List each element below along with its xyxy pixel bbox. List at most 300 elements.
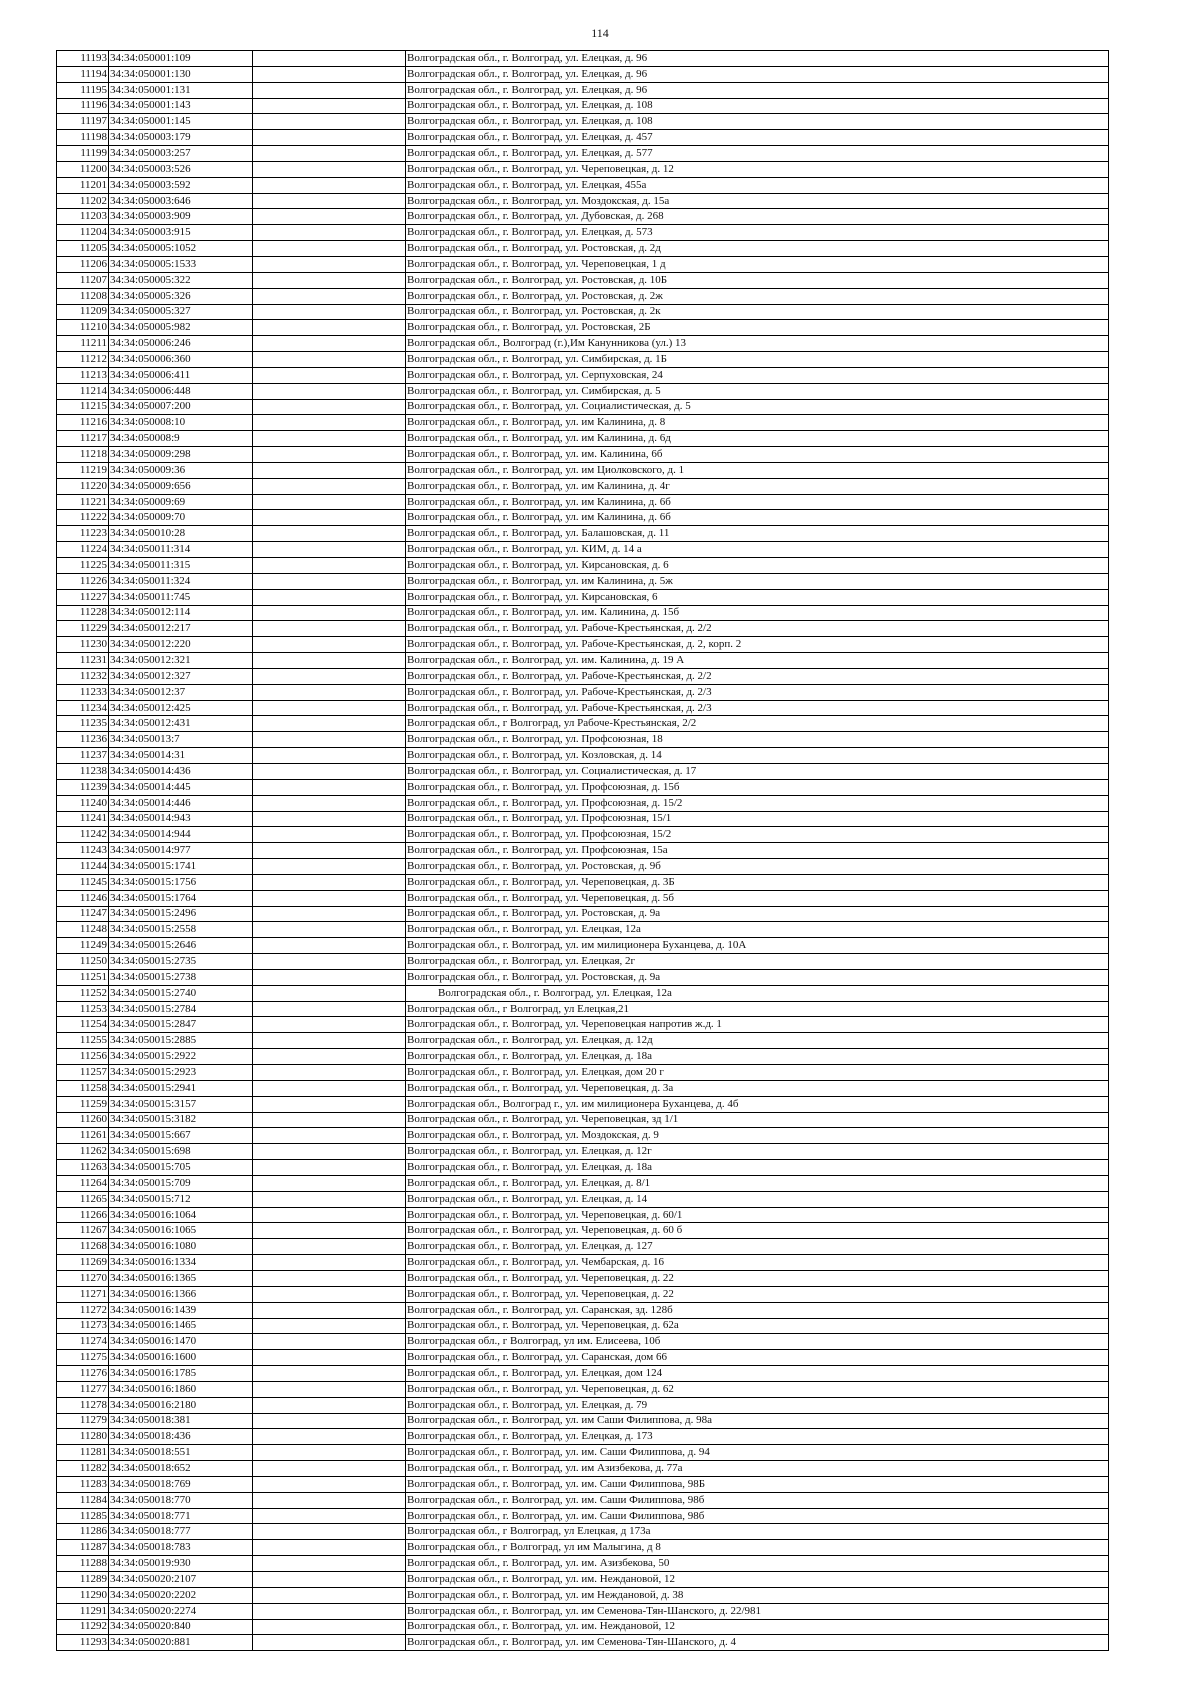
empty-cell	[253, 811, 406, 827]
row-number-cell: 11204	[57, 225, 109, 241]
cadastral-number-cell: 34:34:050020:840	[109, 1619, 253, 1635]
address-cell: Волгоградская обл., г. Волгоград, ул. Балашовская, д. 11	[406, 526, 1109, 542]
row-number-cell: 11286	[57, 1524, 109, 1540]
cadastral-number-cell: 34:34:050015:2646	[109, 938, 253, 954]
address-cell: Волгоградская обл., г. Волгоград, ул. Рабоче-Крестьянская, д. 2, корп. 2	[406, 637, 1109, 653]
address-cell: Волгоградская обл., г. Волгоград, ул. Дубовская, д. 268	[406, 209, 1109, 225]
table-row	[57, 510, 1109, 526]
empty-cell	[253, 1080, 406, 1096]
table-row	[57, 66, 1109, 82]
cadastral-number-cell: 34:34:050015:3182	[109, 1112, 253, 1128]
row-number-cell: 11198	[57, 130, 109, 146]
address-cell: Волгоградская обл., г. Волгоград, ул. Ростовская, д. 2к	[406, 304, 1109, 320]
row-number-cell: 11205	[57, 241, 109, 257]
row-number-cell: 11253	[57, 1001, 109, 1017]
empty-cell	[253, 779, 406, 795]
empty-cell	[253, 447, 406, 463]
empty-cell	[253, 209, 406, 225]
row-number-cell: 11235	[57, 716, 109, 732]
table-row	[57, 668, 1109, 684]
cadastral-number-cell: 34:34:050020:2274	[109, 1603, 253, 1619]
cadastral-number-cell: 34:34:050012:327	[109, 668, 253, 684]
row-number-cell: 11265	[57, 1191, 109, 1207]
address-cell: Волгоградская обл., г. Волгоград, ул. им. Калинина, 6б	[406, 447, 1109, 463]
empty-cell	[253, 1619, 406, 1635]
cadastral-number-cell: 34:34:050013:7	[109, 732, 253, 748]
empty-cell	[253, 51, 406, 67]
table-row	[57, 462, 1109, 478]
cadastral-number-cell: 34:34:050018:551	[109, 1445, 253, 1461]
row-number-cell: 11269	[57, 1255, 109, 1271]
table-row	[57, 272, 1109, 288]
empty-cell	[253, 1461, 406, 1477]
empty-cell	[253, 890, 406, 906]
cadastral-number-cell: 34:34:050009:69	[109, 494, 253, 510]
row-number-cell: 11256	[57, 1049, 109, 1065]
cadastral-number-cell: 34:34:050012:425	[109, 700, 253, 716]
table-row	[57, 1350, 1109, 1366]
empty-cell	[253, 510, 406, 526]
table-row	[57, 1001, 1109, 1017]
table-row	[57, 1017, 1109, 1033]
cadastral-number-cell: 34:34:050016:1365	[109, 1270, 253, 1286]
table-row	[57, 114, 1109, 130]
table-row	[57, 1302, 1109, 1318]
empty-cell	[253, 1001, 406, 1017]
table-row	[57, 146, 1109, 162]
cadastral-number-cell: 34:34:050001:109	[109, 51, 253, 67]
empty-cell	[253, 130, 406, 146]
row-number-cell: 11285	[57, 1508, 109, 1524]
address-cell: Волгоградская обл., г. Волгоград, ул. Рабоче-Крестьянская, д. 2/3	[406, 700, 1109, 716]
table-row	[57, 1445, 1109, 1461]
cadastral-number-cell: 34:34:050018:436	[109, 1429, 253, 1445]
cadastral-number-cell: 34:34:050003:179	[109, 130, 253, 146]
row-number-cell: 11280	[57, 1429, 109, 1445]
empty-cell	[253, 494, 406, 510]
row-number-cell: 11209	[57, 304, 109, 320]
row-number-cell: 11236	[57, 732, 109, 748]
cadastral-number-cell: 34:34:050003:915	[109, 225, 253, 241]
cadastral-number-cell: 34:34:050016:1080	[109, 1239, 253, 1255]
table-row	[57, 890, 1109, 906]
address-cell: Волгоградская обл., г. Волгоград, ул. им милиционера Буханцева, д. 10А	[406, 938, 1109, 954]
empty-cell	[253, 478, 406, 494]
cadastral-number-cell: 34:34:050015:712	[109, 1191, 253, 1207]
row-number-cell: 11258	[57, 1080, 109, 1096]
row-number-cell: 11282	[57, 1461, 109, 1477]
empty-cell	[253, 542, 406, 558]
row-number-cell: 11247	[57, 906, 109, 922]
table-row	[57, 415, 1109, 431]
table-row	[57, 573, 1109, 589]
cadastral-number-cell: 34:34:050012:321	[109, 653, 253, 669]
row-number-cell: 11219	[57, 462, 109, 478]
table-row	[57, 732, 1109, 748]
row-number-cell: 11212	[57, 352, 109, 368]
empty-cell	[253, 367, 406, 383]
empty-cell	[253, 573, 406, 589]
empty-cell	[253, 589, 406, 605]
empty-cell	[253, 1033, 406, 1049]
address-cell: Волгоградская обл., г. Волгоград, ул. им Семенова-Тян-Шанского, д. 22/981	[406, 1603, 1109, 1619]
empty-cell	[253, 352, 406, 368]
row-number-cell: 11277	[57, 1381, 109, 1397]
table-row	[57, 494, 1109, 510]
empty-cell	[253, 906, 406, 922]
cadastral-number-cell: 34:34:050015:667	[109, 1128, 253, 1144]
empty-cell	[253, 1175, 406, 1191]
table-row	[57, 1492, 1109, 1508]
empty-cell	[253, 114, 406, 130]
address-cell: Волгоградская обл., г. Волгоград, ул. им Калинина, д. 6б	[406, 494, 1109, 510]
address-cell: Волгоградская обл., г. Волгоград, ул. Ростовская, д. 2д	[406, 241, 1109, 257]
address-cell: Волгоградская обл., г. Волгоград, ул. Елецкая, д. 96	[406, 51, 1109, 67]
table-row	[57, 98, 1109, 114]
row-number-cell: 11274	[57, 1334, 109, 1350]
address-cell: Волгоградская обл., г. Волгоград, ул. Рабоче-Крестьянская, д. 2/3	[406, 684, 1109, 700]
cadastral-number-cell: 34:34:050015:3157	[109, 1096, 253, 1112]
empty-cell	[253, 1302, 406, 1318]
table-row	[57, 1096, 1109, 1112]
cadastral-number-cell: 34:34:050016:1470	[109, 1334, 253, 1350]
address-cell: Волгоградская обл., г. Волгоград, ул. им. Калинина, д. 15б	[406, 605, 1109, 621]
empty-cell	[253, 320, 406, 336]
address-cell: Волгоградская обл., г. Волгоград, ул. Саранская, зд. 128б	[406, 1302, 1109, 1318]
empty-cell	[253, 1207, 406, 1223]
address-cell: Волгоградская обл., г. Волгоград, ул. Елецкая, 2г	[406, 954, 1109, 970]
cadastral-number-cell: 34:34:050015:2558	[109, 922, 253, 938]
row-number-cell: 11252	[57, 985, 109, 1001]
row-number-cell: 11259	[57, 1096, 109, 1112]
row-number-cell: 11266	[57, 1207, 109, 1223]
cadastral-number-cell: 34:34:050005:982	[109, 320, 253, 336]
address-cell: Волгоградская обл., г. Волгоград, ул. им. Саши Филиппова, 98б	[406, 1508, 1109, 1524]
table-row	[57, 1429, 1109, 1445]
address-cell: Волгоградская обл., г. Волгоград, ул. Моздокская, д. 9	[406, 1128, 1109, 1144]
cadastral-number-cell: 34:34:050016:2180	[109, 1397, 253, 1413]
empty-cell	[253, 1492, 406, 1508]
address-cell: Волгоградская обл., г Волгоград, ул Елецкая, д 173а	[406, 1524, 1109, 1540]
address-cell: Волгоградская обл., г. Волгоград, ул. Елецкая, д. 18а	[406, 1160, 1109, 1176]
empty-cell	[253, 336, 406, 352]
table-row	[57, 1508, 1109, 1524]
address-cell: Волгоградская обл., г. Волгоград, ул. Череповецкая, д. 3Б	[406, 874, 1109, 890]
cadastral-number-cell: 34:34:050003:592	[109, 177, 253, 193]
cadastral-number-cell: 34:34:050016:1785	[109, 1366, 253, 1382]
empty-cell	[253, 1476, 406, 1492]
empty-cell	[253, 1366, 406, 1382]
table-row	[57, 1334, 1109, 1350]
table-row	[57, 922, 1109, 938]
address-cell: Волгоградская обл., г. Волгоград, ул. Череповецкая, д. 62а	[406, 1318, 1109, 1334]
empty-cell	[253, 1381, 406, 1397]
empty-cell	[253, 827, 406, 843]
cadastral-number-cell: 34:34:050005:326	[109, 288, 253, 304]
cadastral-number-cell: 34:34:050001:143	[109, 98, 253, 114]
address-cell: Волгоградская обл., г Волгоград, ул им. Елисеева, 10б	[406, 1334, 1109, 1350]
table-row	[57, 320, 1109, 336]
empty-cell	[253, 969, 406, 985]
cadastral-number-cell: 34:34:050016:1465	[109, 1318, 253, 1334]
row-number-cell: 11249	[57, 938, 109, 954]
cadastral-number-cell: 34:34:050016:1600	[109, 1350, 253, 1366]
row-number-cell: 11199	[57, 146, 109, 162]
table-row	[57, 399, 1109, 415]
row-number-cell: 11288	[57, 1556, 109, 1572]
address-cell: Волгоградская обл., г. Волгоград, ул. Елецкая, д. 96	[406, 82, 1109, 98]
empty-cell	[253, 146, 406, 162]
cadastral-number-cell: 34:34:050014:944	[109, 827, 253, 843]
address-cell: Волгоградская обл., Волгоград (г.),Им Канунникова (ул.) 13	[406, 336, 1109, 352]
table-row	[57, 621, 1109, 637]
address-cell: Волгоградская обл., г. Волгоград, ул. им Семенова-Тян-Шанского, д. 4	[406, 1635, 1109, 1651]
address-cell: Волгоградская обл., г. Волгоград, ул. Череповецкая, зд 1/1	[406, 1112, 1109, 1128]
table-row	[57, 1191, 1109, 1207]
empty-cell	[253, 1318, 406, 1334]
cadastral-number-cell: 34:34:050012:220	[109, 637, 253, 653]
cadastral-number-cell: 34:34:050014:446	[109, 795, 253, 811]
row-number-cell: 11227	[57, 589, 109, 605]
address-cell: Волгоградская обл., г. Волгоград, ул. Елецкая, д. 79	[406, 1397, 1109, 1413]
address-cell: Волгоградская обл., г. Волгоград, ул. Елецкая, д. 573	[406, 225, 1109, 241]
address-cell: Волгоградская обл., г. Волгоград, ул. Череповецкая, д. 22	[406, 1270, 1109, 1286]
empty-cell	[253, 1223, 406, 1239]
table-row	[57, 874, 1109, 890]
empty-cell	[253, 605, 406, 621]
table-row	[57, 827, 1109, 843]
table-row	[57, 1572, 1109, 1588]
cadastral-number-cell: 34:34:050016:1366	[109, 1286, 253, 1302]
row-number-cell: 11267	[57, 1223, 109, 1239]
row-number-cell: 11284	[57, 1492, 109, 1508]
cadastral-number-cell: 34:34:050011:315	[109, 558, 253, 574]
empty-cell	[253, 1065, 406, 1081]
table-row	[57, 969, 1109, 985]
page-number: 114	[591, 26, 609, 40]
cadastral-number-cell: 34:34:050006:448	[109, 383, 253, 399]
address-cell: Волгоградская обл., г. Волгоград, ул. Профсоюзная, д. 15/2	[406, 795, 1109, 811]
table-row	[57, 288, 1109, 304]
table-row	[57, 1175, 1109, 1191]
address-cell: Волгоградская обл., г. Волгоград, ул. им. Саши Филиппова, 98б	[406, 1492, 1109, 1508]
cadastral-number-cell: 34:34:050018:769	[109, 1476, 253, 1492]
empty-cell	[253, 1191, 406, 1207]
address-cell: Волгоградская обл., г. Волгоград, ул. Симбирская, д. 5	[406, 383, 1109, 399]
row-number-cell: 11273	[57, 1318, 109, 1334]
address-cell: Волгоградская обл., г. Волгоград, ул. Профсоюзная, 15/1	[406, 811, 1109, 827]
empty-cell	[253, 1096, 406, 1112]
cadastral-number-cell: 34:34:050015:2923	[109, 1065, 253, 1081]
address-cell: Волгоградская обл., г. Волгоград, ул. Елецкая, д. 127	[406, 1239, 1109, 1255]
row-number-cell: 11270	[57, 1270, 109, 1286]
address-cell: Волгоградская обл., г. Волгоград, ул. Ростовская, д. 9а	[406, 906, 1109, 922]
empty-cell	[253, 1524, 406, 1540]
address-cell: Волгоградская обл., г. Волгоград, ул. Череповецкая, д. 3а	[406, 1080, 1109, 1096]
table-row	[57, 478, 1109, 494]
table-row	[57, 1207, 1109, 1223]
row-number-cell: 11207	[57, 272, 109, 288]
row-number-cell: 11262	[57, 1144, 109, 1160]
address-cell: Волгоградская обл., г. Волгоград, ул. Елецкая, д. 457	[406, 130, 1109, 146]
row-number-cell: 11229	[57, 621, 109, 637]
cadastral-number-cell: 34:34:050005:322	[109, 272, 253, 288]
cadastral-number-cell: 34:34:050006:360	[109, 352, 253, 368]
row-number-cell: 11206	[57, 256, 109, 272]
empty-cell	[253, 272, 406, 288]
table-row	[57, 605, 1109, 621]
cadastral-number-cell: 34:34:050015:2922	[109, 1049, 253, 1065]
empty-cell	[253, 843, 406, 859]
address-cell: Волгоградская обл., г. Волгоград, ул. Елецкая, 12а	[406, 922, 1109, 938]
address-cell: Волгоградская обл., г. Волгоград, ул. Череповецкая, д. 60 б	[406, 1223, 1109, 1239]
empty-cell	[253, 462, 406, 478]
row-number-cell: 11279	[57, 1413, 109, 1429]
table-row	[57, 241, 1109, 257]
cadastral-number-cell: 34:34:050009:36	[109, 462, 253, 478]
row-number-cell: 11250	[57, 954, 109, 970]
cadastral-number-cell: 34:34:050016:1439	[109, 1302, 253, 1318]
empty-cell	[253, 383, 406, 399]
empty-cell	[253, 1350, 406, 1366]
address-cell: Волгоградская обл., г. Волгоград, ул. Ростовская, 2Б	[406, 320, 1109, 336]
row-number-cell: 11218	[57, 447, 109, 463]
cadastral-number-cell: 34:34:050016:1064	[109, 1207, 253, 1223]
row-number-cell: 11197	[57, 114, 109, 130]
table-row	[57, 589, 1109, 605]
row-number-cell: 11210	[57, 320, 109, 336]
cadastral-number-cell: 34:34:050014:977	[109, 843, 253, 859]
address-cell: Волгоградская обл., г. Волгоград, ул. Ростовская, д. 9а	[406, 969, 1109, 985]
table-row	[57, 748, 1109, 764]
table-row	[57, 367, 1109, 383]
cadastral-number-cell: 34:34:050018:770	[109, 1492, 253, 1508]
row-number-cell: 11203	[57, 209, 109, 225]
empty-cell	[253, 700, 406, 716]
address-cell: Волгоградская обл., г. Волгоград, ул. им. Неждановой, 12	[406, 1572, 1109, 1588]
row-number-cell: 11239	[57, 779, 109, 795]
address-cell: Волгоградская обл., г. Волгоград, ул. им. Саши Филиппова, д. 94	[406, 1445, 1109, 1461]
row-number-cell: 11261	[57, 1128, 109, 1144]
cadastral-number-cell: 34:34:050012:431	[109, 716, 253, 732]
row-number-cell: 11246	[57, 890, 109, 906]
address-cell: Волгоградская обл., г. Волгоград, ул. им. Неждановой, 12	[406, 1619, 1109, 1635]
address-cell: Волгоградская обл., г. Волгоград, ул. Симбирская, д. 1Б	[406, 352, 1109, 368]
address-cell: Волгоградская обл., г. Волгоград, ул. Елецкая, дом 124	[406, 1366, 1109, 1382]
cadastral-number-cell: 34:34:050015:2735	[109, 954, 253, 970]
empty-cell	[253, 304, 406, 320]
table-row	[57, 1223, 1109, 1239]
row-number-cell: 11243	[57, 843, 109, 859]
row-number-cell: 11223	[57, 526, 109, 542]
row-number-cell: 11257	[57, 1065, 109, 1081]
table-row	[57, 700, 1109, 716]
empty-cell	[253, 1635, 406, 1651]
cadastral-number-cell: 34:34:050008:10	[109, 415, 253, 431]
table-row	[57, 161, 1109, 177]
address-cell: Волгоградская обл., г. Волгоград, ул. Серпуховская, 24	[406, 367, 1109, 383]
empty-cell	[253, 1572, 406, 1588]
row-number-cell: 11263	[57, 1160, 109, 1176]
address-cell: Волгоградская обл., г. Волгоград, ул. Елецкая, д. 12г	[406, 1144, 1109, 1160]
address-cell: Волгоградская обл., г. Волгоград, ул. им Калинина, д. 4г	[406, 478, 1109, 494]
table-row	[57, 558, 1109, 574]
row-number-cell: 11232	[57, 668, 109, 684]
cadastral-number-cell: 34:34:050006:411	[109, 367, 253, 383]
empty-cell	[253, 1128, 406, 1144]
address-cell: Волгоградская обл., г. Волгоград, ул. Череповецкая, д. 60/1	[406, 1207, 1109, 1223]
empty-cell	[253, 288, 406, 304]
empty-cell	[253, 748, 406, 764]
empty-cell	[253, 653, 406, 669]
row-number-cell: 11271	[57, 1286, 109, 1302]
empty-cell	[253, 431, 406, 447]
row-number-cell: 11240	[57, 795, 109, 811]
row-number-cell: 11196	[57, 98, 109, 114]
cadastral-number-cell: 34:34:050015:1756	[109, 874, 253, 890]
address-cell: Волгоградская обл., г. Волгоград, ул. Саранская, дом 66	[406, 1350, 1109, 1366]
empty-cell	[253, 637, 406, 653]
table-row	[57, 1635, 1109, 1651]
cadastral-number-cell: 34:34:050015:2847	[109, 1017, 253, 1033]
empty-cell	[253, 1334, 406, 1350]
address-cell: Волгоградская обл., г. Волгоград, ул. Профсоюзная, 18	[406, 732, 1109, 748]
cadastral-number-cell: 34:34:050015:2740	[109, 985, 253, 1001]
empty-cell	[253, 1508, 406, 1524]
address-cell: Волгоградская обл., г. Волгоград, ул. Елецкая, д. 108	[406, 114, 1109, 130]
address-cell: Волгоградская обл., г. Волгоград, ул. КИМ, д. 14 а	[406, 542, 1109, 558]
row-number-cell: 11241	[57, 811, 109, 827]
row-number-cell: 11281	[57, 1445, 109, 1461]
cadastral-number-cell: 34:34:050007:200	[109, 399, 253, 415]
table-row	[57, 1080, 1109, 1096]
address-cell: Волгоградская обл., г. Волгоград, ул. Елецкая, дом 20 г	[406, 1065, 1109, 1081]
empty-cell	[253, 1255, 406, 1271]
address-cell: Волгоградская обл., г. Волгоград, ул. им Неждановой, д. 38	[406, 1587, 1109, 1603]
empty-cell	[253, 225, 406, 241]
cadastral-number-cell: 34:34:050015:709	[109, 1175, 253, 1191]
empty-cell	[253, 874, 406, 890]
cadastral-number-cell: 34:34:050008:9	[109, 431, 253, 447]
address-cell: Волгоградская обл., г. Волгоград, ул. им. Калинина, д. 19 А	[406, 653, 1109, 669]
table-row	[57, 938, 1109, 954]
row-number-cell: 11224	[57, 542, 109, 558]
cadastral-number-cell: 34:34:050010:28	[109, 526, 253, 542]
table-row	[57, 1286, 1109, 1302]
address-cell: Волгоградская обл., г. Волгоград, ул. Козловская, д. 14	[406, 748, 1109, 764]
address-cell: Волгоградская обл., г Волгоград, ул им Малыгина, д 8	[406, 1540, 1109, 1556]
empty-cell	[253, 526, 406, 542]
row-number-cell: 11291	[57, 1603, 109, 1619]
row-number-cell: 11289	[57, 1572, 109, 1588]
cadastral-number-cell: 34:34:050018:783	[109, 1540, 253, 1556]
table-row	[57, 637, 1109, 653]
cadastral-number-cell: 34:34:050014:31	[109, 748, 253, 764]
registry-table	[56, 50, 1109, 1651]
empty-cell	[253, 1239, 406, 1255]
empty-cell	[253, 66, 406, 82]
address-cell: Волгоградская обл., г. Волгоград, ул. Череповецкая напротив ж.д. 1	[406, 1017, 1109, 1033]
row-number-cell: 11233	[57, 684, 109, 700]
address-cell: Волгоградская обл., г. Волгоград, ул. им Циолковского, д. 1	[406, 462, 1109, 478]
empty-cell	[253, 732, 406, 748]
row-number-cell: 11283	[57, 1476, 109, 1492]
table-row	[57, 209, 1109, 225]
table-row	[57, 1476, 1109, 1492]
address-cell: Волгоградская обл., г. Волгоград, ул. Ростовская, д. 10Б	[406, 272, 1109, 288]
row-number-cell: 11215	[57, 399, 109, 415]
row-number-cell: 11287	[57, 1540, 109, 1556]
